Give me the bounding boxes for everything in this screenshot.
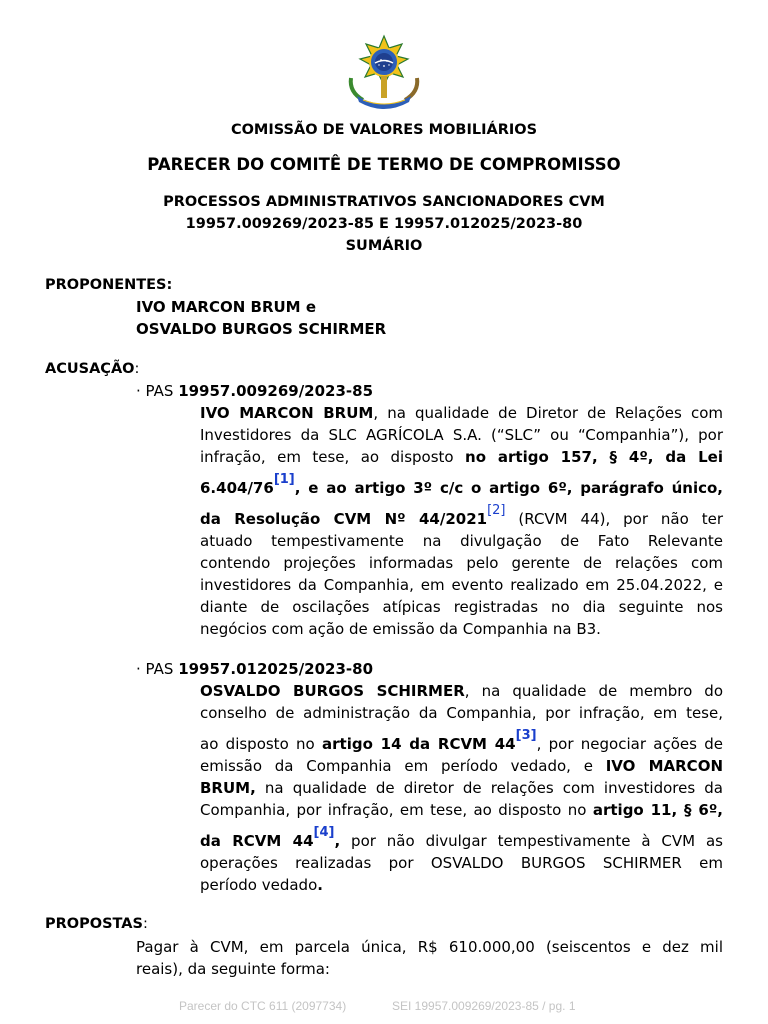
acusacao-colon: : [134,361,140,377]
footer-document-id: Parecer do CTC 611 (2097734) [179,999,347,1013]
process-heading-line1: PROCESSOS ADMINISTRATIVOS SANCIONADORES CVM [163,194,605,210]
acusacao-label: ACUSAÇÃO [45,361,135,377]
propostas-line: reais), da seguinte forma: [136,960,330,978]
accused-name: BRUM, [200,779,256,797]
text-run: infração, em tese, ao disposto [200,448,466,466]
document-title: PARECER DO COMITÊ DE TERMO DE COMPROMISSO [147,155,621,174]
summary-heading: SUMÁRIO [345,238,423,254]
pas2-bullet: · PAS [136,660,179,678]
legal-reference: no artigo 157, § 4º, da Lei [465,448,723,466]
legal-reference: artigo 14 da RCVM 44 [322,735,516,753]
legal-reference: artigo 11, § 6º, [592,801,723,819]
text-run: na qualidade de diretor de relações com investidores da [255,779,723,797]
propostas-label: PROPOSTAS [45,916,143,932]
pas2-line: conselho de administração da Companhia, por infração, em tese, [200,704,723,722]
pas2-line [200,724,723,755]
accused-name: IVO MARCON BRUM [200,404,374,422]
pas1-line: atuado tempestivamente na divulgação de Fato Relevante [200,532,723,550]
accused-name: IVO MARCON [605,757,723,775]
pas1-line [200,446,723,468]
proponentes-label: PROPONENTES: [45,277,173,293]
legal-reference: da RCVM 44 [200,832,314,850]
pas1-line: contendo projeções informadas pelo gerente de relações com [200,554,723,572]
pas1-heading [136,382,373,400]
punctuation: , [334,832,341,850]
pas1-line: negócios com ação de emissão da Companhia na B3. [200,620,601,638]
legal-reference: , e ao artigo 3º c/c o artigo 6º, parágrafo único, [294,479,723,497]
pas1-line: Investidores da SLC AGRÍCOLA S.A. (“SLC” ou “Companhia”), por [200,426,723,444]
text-run: , na qualidade de Diretor de Relações com [373,404,723,422]
pas2-line [200,821,723,852]
pas1-bullet: · PAS [136,382,179,400]
footnote-link-3[interactable]: [3] [515,728,537,743]
punctuation: . [317,876,323,894]
process-heading-line2: 19957.009269/2023-85 E 19957.012025/2023-80 [185,216,583,232]
pas1-line [200,499,723,530]
pas2-heading [136,660,373,678]
legal-reference: da Resolução CVM Nº 44/2021 [200,510,488,528]
proponente-name-1: IVO MARCON BRUM e [136,298,317,316]
pas2-line [200,755,723,777]
text-run: emissão da Companhia em período vedado, e [200,757,606,775]
text-run: , na qualidade de membro do [464,682,723,700]
pas1-line: investidores da Companhia, em evento realizado em 25.04.2022, e [200,576,723,594]
pas1-line: diante de oscilações atípicas registradas no dia seguinte nos [200,598,723,616]
pas1-line [200,468,723,499]
text-run: período vedado [200,876,318,894]
brazil-coat-of-arms-emblem [343,34,425,114]
pas1-number: 19957.009269/2023-85 [178,382,374,400]
propostas-heading [45,916,148,932]
pas2-paragraph [200,680,723,896]
acusacao-heading [45,361,139,377]
propostas-line: Pagar à CVM, em parcela única, R$ 610.000,00 (seiscentos e dez mil [136,938,723,956]
propostas-colon: : [142,916,148,932]
text-run: Companhia, por infração, em tese, ao disposto no [200,801,593,819]
propostas-paragraph [136,936,723,980]
footnote-link-4[interactable]: [4] [313,825,335,840]
text-run: ao disposto no [200,735,323,753]
pas2-line [200,680,723,702]
footer-process-page: SEI 19957.009269/2023-85 / pg. 1 [392,999,576,1013]
pas2-line [200,874,723,896]
proponente-name-2: OSVALDO BURGOS SCHIRMER [136,320,387,338]
pas2-line: operações realizadas por OSVALDO BURGOS SCHIRMER em [200,854,723,872]
text-run: , por negociar ações de [536,735,724,753]
organization-name: COMISSÃO DE VALORES MOBILIÁRIOS [230,122,538,138]
text-run: (RCVM 44), por não ter [505,510,723,528]
accused-name: OSVALDO BURGOS SCHIRMER [200,682,465,700]
footnote-link-2[interactable]: [2] [487,503,506,518]
footnote-link-1[interactable]: [1] [273,472,295,487]
legal-reference: 6.404/76 [200,479,274,497]
text-run: por não divulgar tempestivamente à CVM as [340,832,723,850]
pas1-paragraph [200,402,723,640]
pas2-line [200,777,723,799]
pas2-number: 19957.012025/2023-80 [178,660,374,678]
pas1-line [200,402,723,424]
pas2-line [200,799,723,821]
